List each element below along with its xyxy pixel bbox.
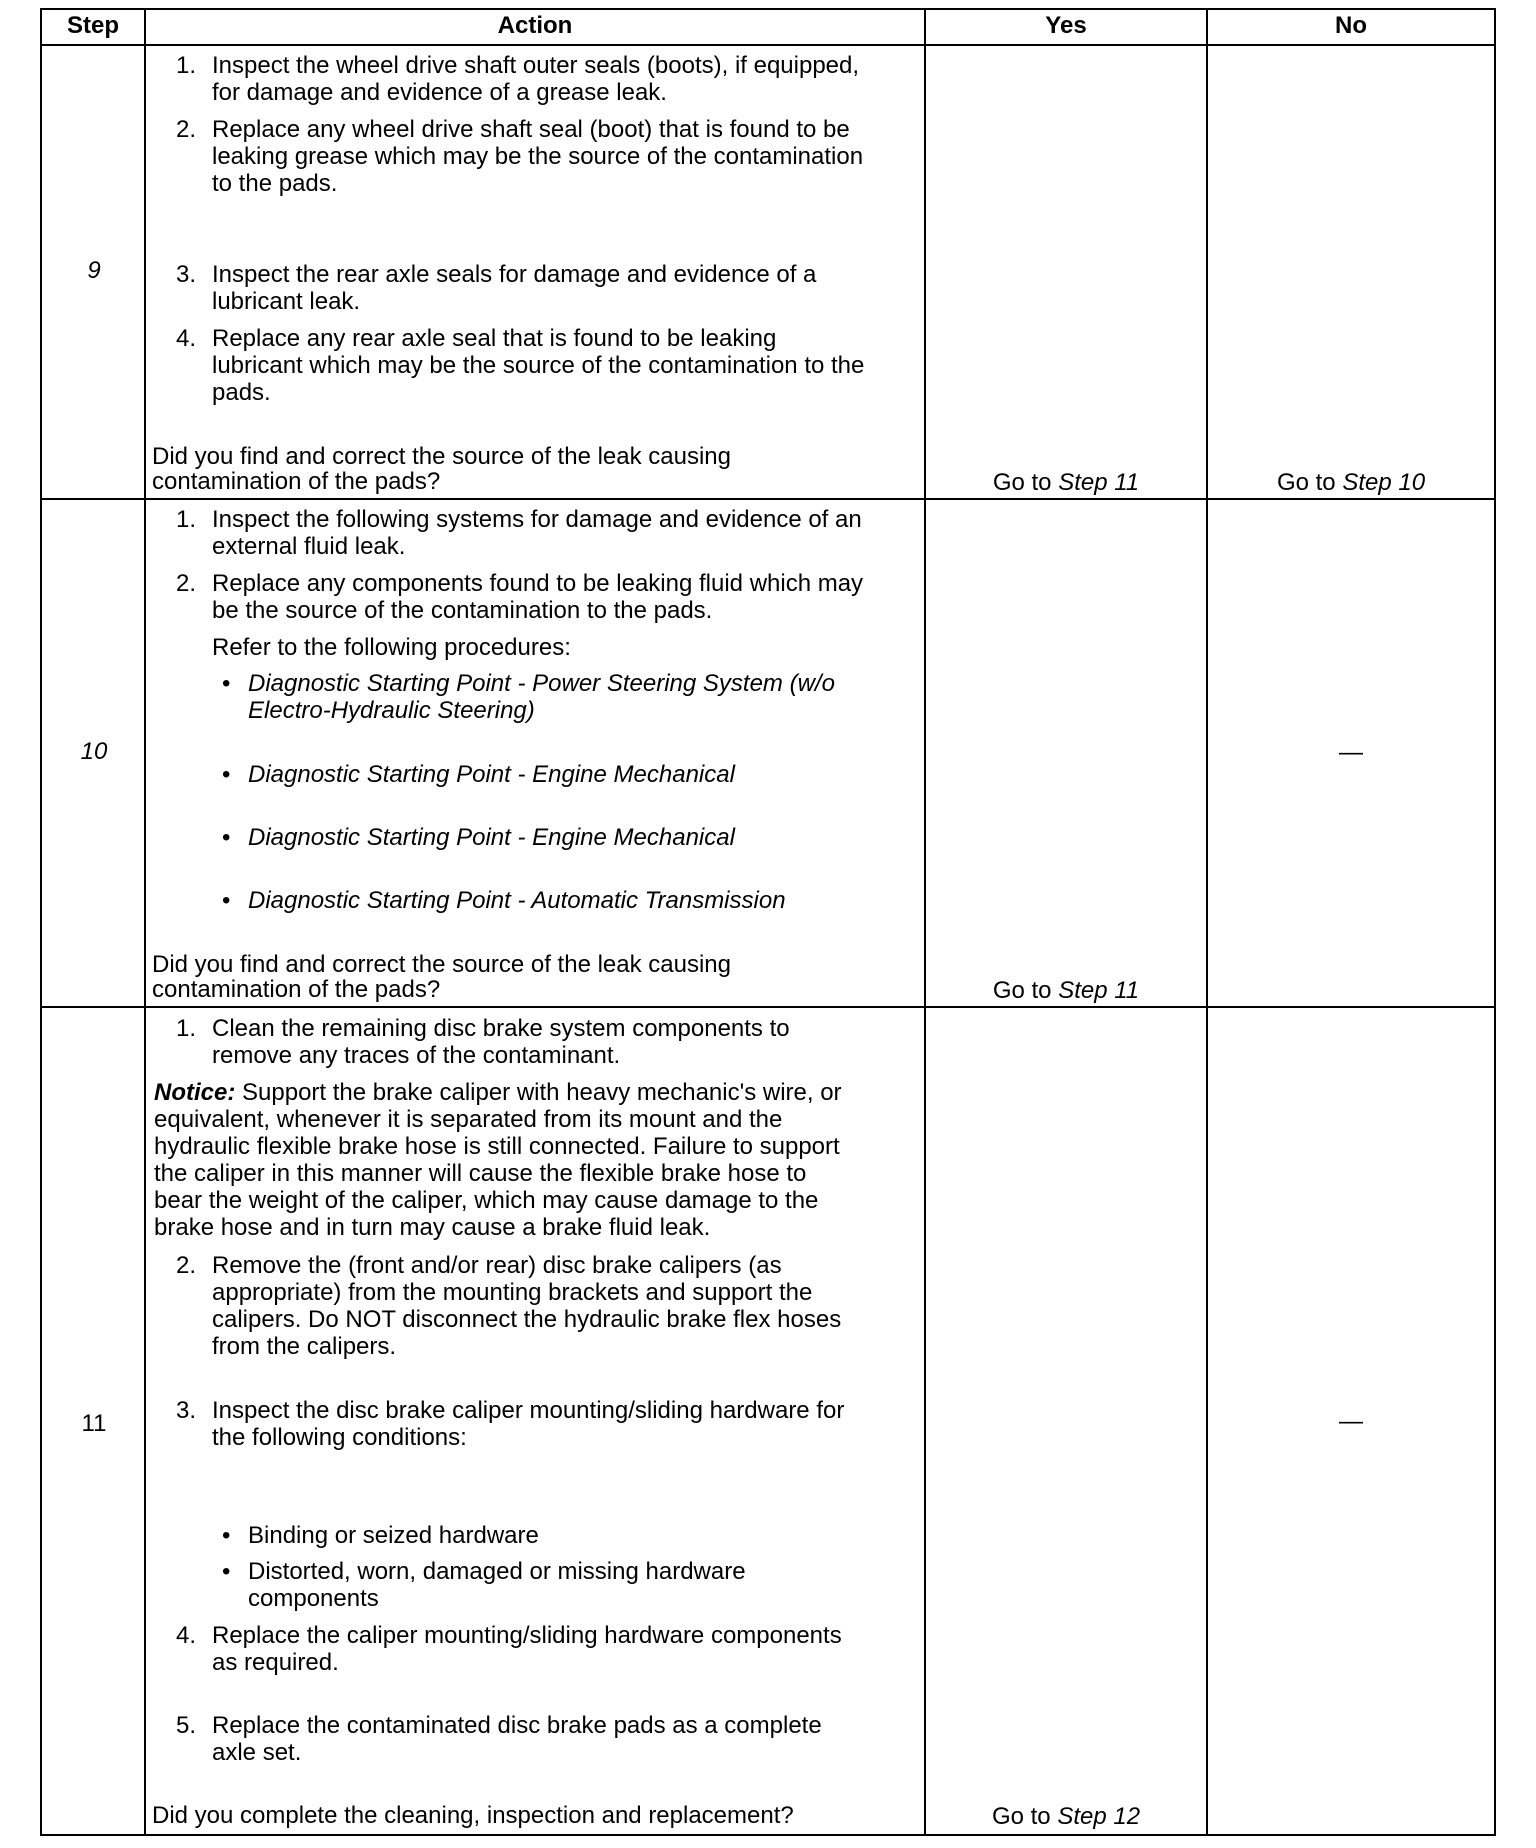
- item-number: 2.: [176, 570, 197, 597]
- procedure-link[interactable]: Diagnostic Starting Point - Engine Mechanical: [248, 824, 735, 851]
- header-yes: Yes: [1045, 12, 1087, 39]
- goto-prefix: Go to: [991, 1803, 1058, 1830]
- goto-prefix: Go to: [1276, 469, 1343, 496]
- item-text-line: as required.: [212, 1649, 339, 1676]
- col-divider-yes-no: [1206, 8, 1208, 1836]
- notice-text: Support the brake caliper with heavy mechanic's wire, or: [235, 1079, 842, 1106]
- yes-cell: [926, 1803, 1206, 1830]
- item-text-line: external fluid leak.: [212, 533, 406, 560]
- item-number: 4.: [176, 1622, 197, 1649]
- item-text-line: Replace any components found to be leaking fluid which may: [212, 570, 864, 597]
- bullet-icon: •: [222, 1522, 231, 1549]
- item-text-line: the following conditions:: [212, 1424, 467, 1451]
- notice-line: hydraulic flexible brake hose is still connected. Failure to support: [154, 1133, 840, 1160]
- question-line: Did you find and correct the source of the leak causing: [152, 951, 731, 978]
- item-number: 1.: [176, 1015, 197, 1042]
- item-number: 3.: [176, 261, 197, 288]
- item-text-line: Clean the remaining disc brake system components to: [212, 1015, 790, 1042]
- notice-label: Notice:: [154, 1079, 236, 1106]
- procedure-link[interactable]: Electro-Hydraulic Steering): [248, 697, 535, 724]
- item-text-line: to the pads.: [212, 170, 338, 197]
- item-number: 3.: [176, 1397, 197, 1424]
- no-cell-dash: —: [1339, 1408, 1363, 1435]
- question-line: Did you complete the cleaning, inspection and replacement?: [152, 1802, 794, 1829]
- table-border-right: [1494, 8, 1496, 1836]
- item-number: 1.: [176, 506, 197, 533]
- bullet-text-line: Binding or seized hardware: [248, 1522, 539, 1549]
- bullet-icon: •: [222, 824, 231, 851]
- item-number: 4.: [176, 325, 197, 352]
- step-number: 9: [87, 257, 101, 284]
- bullet-text-line: Distorted, worn, damaged or missing hardware: [248, 1558, 746, 1585]
- header-no: No: [1335, 12, 1367, 39]
- item-text-line: pads.: [212, 379, 271, 406]
- item-text-line: Inspect the disc brake caliper mounting/sliding hardware for: [212, 1397, 845, 1424]
- bullet-icon: •: [222, 887, 231, 914]
- item-number: 2.: [176, 116, 197, 143]
- item-text-line: Remove the (front and/or rear) disc brake calipers (as: [212, 1252, 782, 1279]
- item-text-line: for damage and evidence of a grease leak.: [212, 79, 667, 106]
- table-border-top: [40, 8, 1496, 10]
- notice-line: [154, 1079, 842, 1106]
- row-divider-10-11: [40, 1006, 1496, 1008]
- item-number: 2.: [176, 1252, 197, 1279]
- table-border-bottom: [40, 1834, 1496, 1836]
- item-text-line: remove any traces of the contaminant.: [212, 1042, 621, 1069]
- no-cell-dash: —: [1339, 739, 1363, 766]
- goto-prefix: Go to: [992, 469, 1059, 496]
- question-line: contamination of the pads?: [152, 976, 441, 1003]
- item-text-line: Replace the caliper mounting/sliding hardware components: [212, 1622, 842, 1649]
- item-text-line: Inspect the wheel drive shaft outer seals (boots), if equipped,: [212, 52, 860, 79]
- procedure-link[interactable]: Diagnostic Starting Point - Automatic Transmission: [248, 887, 786, 914]
- header-step: Step: [66, 12, 119, 39]
- item-text-line: Replace any rear axle seal that is found to be leaking: [212, 325, 777, 352]
- goto-step-link[interactable]: Step 12: [1057, 1803, 1141, 1830]
- header-divider: [40, 44, 1496, 46]
- goto-step-link[interactable]: Step 10: [1342, 469, 1426, 496]
- question-line: contamination of the pads?: [152, 468, 441, 495]
- item-text-line: lubricant leak.: [212, 288, 361, 315]
- notice-line: bear the weight of the caliper, which may cause damage to the: [154, 1187, 819, 1214]
- notice-line: equivalent, whenever it is separated from its mount and the: [154, 1106, 783, 1133]
- bullet-text-line: components: [248, 1585, 379, 1612]
- notice-line: brake hose and in turn may cause a brake fluid leak.: [154, 1214, 711, 1241]
- item-text-line: leaking grease which may be the source of the contamination: [212, 143, 864, 170]
- item-text-line: Inspect the following systems for damage and evidence of an: [212, 506, 862, 533]
- item-text-line: lubricant which may be the source of the contamination to the: [212, 352, 865, 379]
- row-divider-9-10: [40, 498, 1496, 500]
- procedure-link[interactable]: Diagnostic Starting Point - Engine Mechanical: [248, 761, 735, 788]
- item-text-line: Replace any wheel drive shaft seal (boot) that is found to be: [212, 116, 850, 143]
- item-number: 1.: [176, 52, 197, 79]
- col-divider-action-yes: [924, 8, 926, 1836]
- yes-cell: [926, 977, 1206, 1004]
- no-cell: [1208, 469, 1494, 496]
- goto-prefix: Go to: [992, 977, 1059, 1004]
- procedure-link[interactable]: Diagnostic Starting Point - Power Steering System (w/o: [248, 670, 835, 697]
- step-number: 11: [81, 1410, 107, 1437]
- item-number: 5.: [176, 1712, 197, 1739]
- bullet-icon: •: [222, 761, 231, 788]
- item-text-line: axle set.: [212, 1739, 302, 1766]
- bullet-icon: •: [222, 1558, 231, 1585]
- goto-step-link[interactable]: Step 11: [1058, 469, 1140, 496]
- refer-text: Refer to the following procedures:: [212, 634, 571, 661]
- step-number: 10: [80, 738, 108, 765]
- item-text-line: Replace the contaminated disc brake pads as a complete: [212, 1712, 822, 1739]
- goto-step-link[interactable]: Step 11: [1058, 977, 1140, 1004]
- item-text-line: appropriate) from the mounting brackets and support the: [212, 1279, 813, 1306]
- question-line: Did you find and correct the source of the leak causing: [152, 443, 731, 470]
- bullet-icon: •: [222, 670, 231, 697]
- notice-line: the caliper in this manner will cause the flexible brake hose to: [154, 1160, 807, 1187]
- item-text-line: Inspect the rear axle seals for damage and evidence of a: [212, 261, 817, 288]
- item-text-line: from the calipers.: [212, 1333, 397, 1360]
- item-text-line: be the source of the contamination to the pads.: [212, 597, 713, 624]
- header-action: Action: [497, 12, 573, 39]
- item-text-line: calipers. Do NOT disconnect the hydraulic brake flex hoses: [212, 1306, 842, 1333]
- yes-cell: [926, 469, 1206, 496]
